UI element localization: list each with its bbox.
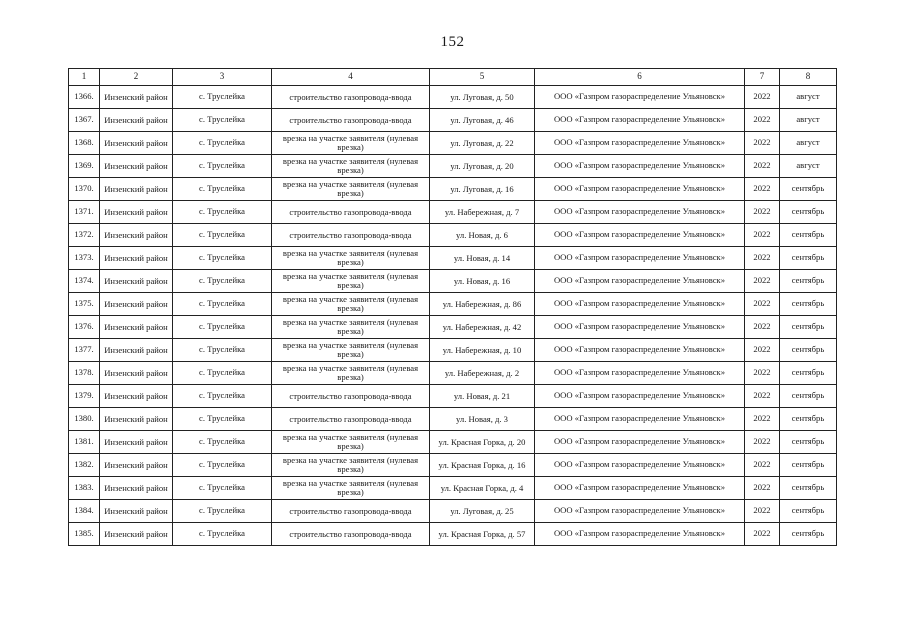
row-number: 1378. <box>69 362 100 385</box>
work-type-cell: врезка на участке заявителя (нулевая врезка) <box>272 431 430 454</box>
district-cell: Инзенский район <box>100 293 173 316</box>
month-cell: август <box>780 132 837 155</box>
year-cell: 2022 <box>745 201 780 224</box>
work-type-cell: врезка на участке заявителя (нулевая врезка) <box>272 339 430 362</box>
row-number: 1380. <box>69 408 100 431</box>
work-type-cell: строительство газопровода-ввода <box>272 408 430 431</box>
company-cell: ООО «Газпром газораспределение Ульяновск» <box>535 132 745 155</box>
month-cell: сентябрь <box>780 178 837 201</box>
work-type-cell: строительство газопровода-ввода <box>272 224 430 247</box>
district-cell: Инзенский район <box>100 523 173 546</box>
district-cell: Инзенский район <box>100 316 173 339</box>
district-cell: Инзенский район <box>100 247 173 270</box>
month-cell: сентябрь <box>780 523 837 546</box>
table-row <box>69 178 837 201</box>
row-number: 1381. <box>69 431 100 454</box>
company-cell: ООО «Газпром газораспределение Ульяновск» <box>535 339 745 362</box>
table-row <box>69 408 837 431</box>
year-cell: 2022 <box>745 270 780 293</box>
year-cell: 2022 <box>745 454 780 477</box>
address-cell: ул. Красная Горка, д. 16 <box>430 454 535 477</box>
village-cell: с. Труслейка <box>173 293 272 316</box>
village-cell: с. Труслейка <box>173 316 272 339</box>
work-type-cell: врезка на участке заявителя (нулевая врезка) <box>272 293 430 316</box>
row-number: 1373. <box>69 247 100 270</box>
village-cell: с. Труслейка <box>173 224 272 247</box>
work-type-cell: врезка на участке заявителя (нулевая врезка) <box>272 132 430 155</box>
company-cell: ООО «Газпром газораспределение Ульяновск» <box>535 477 745 500</box>
village-cell: с. Труслейка <box>173 362 272 385</box>
row-number: 1379. <box>69 385 100 408</box>
column-header: 1 <box>69 69 100 86</box>
table-row <box>69 109 837 132</box>
district-cell: Инзенский район <box>100 431 173 454</box>
table-row <box>69 316 837 339</box>
company-cell: ООО «Газпром газораспределение Ульяновск» <box>535 362 745 385</box>
address-cell: ул. Луговая, д. 16 <box>430 178 535 201</box>
year-cell: 2022 <box>745 431 780 454</box>
month-cell: сентябрь <box>780 316 837 339</box>
row-number: 1367. <box>69 109 100 132</box>
row-number: 1382. <box>69 454 100 477</box>
year-cell: 2022 <box>745 523 780 546</box>
village-cell: с. Труслейка <box>173 178 272 201</box>
company-cell: ООО «Газпром газораспределение Ульяновск» <box>535 523 745 546</box>
table-row <box>69 224 837 247</box>
row-number: 1369. <box>69 155 100 178</box>
address-cell: ул. Набережная, д. 2 <box>430 362 535 385</box>
row-number: 1376. <box>69 316 100 339</box>
month-cell: сентябрь <box>780 477 837 500</box>
month-cell: август <box>780 109 837 132</box>
company-cell: ООО «Газпром газораспределение Ульяновск» <box>535 109 745 132</box>
village-cell: с. Труслейка <box>173 109 272 132</box>
company-cell: ООО «Газпром газораспределение Ульяновск» <box>535 454 745 477</box>
village-cell: с. Труслейка <box>173 431 272 454</box>
month-cell: сентябрь <box>780 408 837 431</box>
year-cell: 2022 <box>745 178 780 201</box>
district-cell: Инзенский район <box>100 109 173 132</box>
work-type-cell: строительство газопровода-ввода <box>272 385 430 408</box>
address-cell: ул. Новая, д. 3 <box>430 408 535 431</box>
work-type-cell: строительство газопровода-ввода <box>272 500 430 523</box>
address-cell: ул. Набережная, д. 42 <box>430 316 535 339</box>
year-cell: 2022 <box>745 247 780 270</box>
year-cell: 2022 <box>745 109 780 132</box>
row-number: 1383. <box>69 477 100 500</box>
month-cell: сентябрь <box>780 247 837 270</box>
company-cell: ООО «Газпром газораспределение Ульяновск» <box>535 316 745 339</box>
year-cell: 2022 <box>745 500 780 523</box>
address-cell: ул. Набережная, д. 86 <box>430 293 535 316</box>
address-cell: ул. Луговая, д. 46 <box>430 109 535 132</box>
district-cell: Инзенский район <box>100 201 173 224</box>
table-row <box>69 362 837 385</box>
address-cell: ул. Новая, д. 16 <box>430 270 535 293</box>
village-cell: с. Труслейка <box>173 86 272 109</box>
table-row <box>69 385 837 408</box>
district-cell: Инзенский район <box>100 178 173 201</box>
year-cell: 2022 <box>745 224 780 247</box>
work-type-cell: строительство газопровода-ввода <box>272 201 430 224</box>
district-cell: Инзенский район <box>100 477 173 500</box>
column-header: 4 <box>272 69 430 86</box>
column-header: 3 <box>173 69 272 86</box>
table-row <box>69 155 837 178</box>
address-cell: ул. Луговая, д. 50 <box>430 86 535 109</box>
column-header: 8 <box>780 69 837 86</box>
table-row <box>69 270 837 293</box>
month-cell: сентябрь <box>780 224 837 247</box>
village-cell: с. Труслейка <box>173 523 272 546</box>
district-cell: Инзенский район <box>100 86 173 109</box>
address-cell: ул. Новая, д. 14 <box>430 247 535 270</box>
village-cell: с. Труслейка <box>173 500 272 523</box>
row-number: 1374. <box>69 270 100 293</box>
row-number: 1372. <box>69 224 100 247</box>
company-cell: ООО «Газпром газораспределение Ульяновск» <box>535 431 745 454</box>
table-row <box>69 454 837 477</box>
address-cell: ул. Луговая, д. 22 <box>430 132 535 155</box>
page-number: 152 <box>440 34 465 50</box>
company-cell: ООО «Газпром газораспределение Ульяновск» <box>535 385 745 408</box>
village-cell: с. Труслейка <box>173 155 272 178</box>
work-type-cell: врезка на участке заявителя (нулевая врезка) <box>272 477 430 500</box>
year-cell: 2022 <box>745 408 780 431</box>
month-cell: сентябрь <box>780 339 837 362</box>
year-cell: 2022 <box>745 293 780 316</box>
district-cell: Инзенский район <box>100 362 173 385</box>
company-cell: ООО «Газпром газораспределение Ульяновск» <box>535 224 745 247</box>
address-cell: ул. Набережная, д. 10 <box>430 339 535 362</box>
company-cell: ООО «Газпром газораспределение Ульяновск» <box>535 270 745 293</box>
company-cell: ООО «Газпром газораспределение Ульяновск» <box>535 155 745 178</box>
table-row <box>69 247 837 270</box>
table-row <box>69 500 837 523</box>
table-row <box>69 339 837 362</box>
table-row <box>69 201 837 224</box>
district-cell: Инзенский район <box>100 155 173 178</box>
year-cell: 2022 <box>745 339 780 362</box>
district-cell: Инзенский район <box>100 454 173 477</box>
address-cell: ул. Красная Горка, д. 4 <box>430 477 535 500</box>
village-cell: с. Труслейка <box>173 454 272 477</box>
year-cell: 2022 <box>745 362 780 385</box>
register-table <box>68 68 837 546</box>
month-cell: сентябрь <box>780 431 837 454</box>
year-cell: 2022 <box>745 132 780 155</box>
work-type-cell: врезка на участке заявителя (нулевая врезка) <box>272 178 430 201</box>
village-cell: с. Труслейка <box>173 247 272 270</box>
district-cell: Инзенский район <box>100 224 173 247</box>
village-cell: с. Труслейка <box>173 270 272 293</box>
month-cell: сентябрь <box>780 454 837 477</box>
work-type-cell: строительство газопровода-ввода <box>272 109 430 132</box>
month-cell: сентябрь <box>780 385 837 408</box>
column-header: 6 <box>535 69 745 86</box>
company-cell: ООО «Газпром газораспределение Ульяновск» <box>535 178 745 201</box>
work-type-cell: строительство газопровода-ввода <box>272 523 430 546</box>
work-type-cell: врезка на участке заявителя (нулевая врезка) <box>272 316 430 339</box>
table-row <box>69 293 837 316</box>
village-cell: с. Труслейка <box>173 201 272 224</box>
address-cell: ул. Луговая, д. 20 <box>430 155 535 178</box>
company-cell: ООО «Газпром газораспределение Ульяновск» <box>535 201 745 224</box>
year-cell: 2022 <box>745 316 780 339</box>
address-cell: ул. Новая, д. 6 <box>430 224 535 247</box>
column-header: 5 <box>430 69 535 86</box>
row-number: 1371. <box>69 201 100 224</box>
month-cell: сентябрь <box>780 270 837 293</box>
address-cell: ул. Красная Горка, д. 57 <box>430 523 535 546</box>
address-cell: ул. Луговая, д. 25 <box>430 500 535 523</box>
district-cell: Инзенский район <box>100 339 173 362</box>
village-cell: с. Труслейка <box>173 339 272 362</box>
row-number: 1377. <box>69 339 100 362</box>
village-cell: с. Труслейка <box>173 132 272 155</box>
work-type-cell: врезка на участке заявителя (нулевая врезка) <box>272 362 430 385</box>
column-header: 7 <box>745 69 780 86</box>
row-number: 1375. <box>69 293 100 316</box>
address-cell: ул. Красная Горка, д. 20 <box>430 431 535 454</box>
table-row <box>69 523 837 546</box>
village-cell: с. Труслейка <box>173 408 272 431</box>
work-type-cell: врезка на участке заявителя (нулевая врезка) <box>272 247 430 270</box>
year-cell: 2022 <box>745 86 780 109</box>
company-cell: ООО «Газпром газораспределение Ульяновск» <box>535 293 745 316</box>
row-number: 1366. <box>69 86 100 109</box>
month-cell: август <box>780 155 837 178</box>
month-cell: сентябрь <box>780 362 837 385</box>
year-cell: 2022 <box>745 155 780 178</box>
district-cell: Инзенский район <box>100 270 173 293</box>
year-cell: 2022 <box>745 477 780 500</box>
address-cell: ул. Набережная, д. 7 <box>430 201 535 224</box>
row-number: 1385. <box>69 523 100 546</box>
table-row <box>69 477 837 500</box>
work-type-cell: врезка на участке заявителя (нулевая врезка) <box>272 155 430 178</box>
table-row <box>69 132 837 155</box>
district-cell: Инзенский район <box>100 500 173 523</box>
table-row <box>69 86 837 109</box>
village-cell: с. Труслейка <box>173 385 272 408</box>
row-number: 1384. <box>69 500 100 523</box>
month-cell: сентябрь <box>780 500 837 523</box>
month-cell: август <box>780 86 837 109</box>
month-cell: сентябрь <box>780 293 837 316</box>
district-cell: Инзенский район <box>100 408 173 431</box>
work-type-cell: врезка на участке заявителя (нулевая врезка) <box>272 270 430 293</box>
table-header-row <box>69 69 837 86</box>
month-cell: сентябрь <box>780 201 837 224</box>
village-cell: с. Труслейка <box>173 477 272 500</box>
row-number: 1370. <box>69 178 100 201</box>
address-cell: ул. Новая, д. 21 <box>430 385 535 408</box>
row-number: 1368. <box>69 132 100 155</box>
company-cell: ООО «Газпром газораспределение Ульяновск» <box>535 86 745 109</box>
column-header: 2 <box>100 69 173 86</box>
district-cell: Инзенский район <box>100 132 173 155</box>
company-cell: ООО «Газпром газораспределение Ульяновск» <box>535 247 745 270</box>
work-type-cell: строительство газопровода-ввода <box>272 86 430 109</box>
company-cell: ООО «Газпром газораспределение Ульяновск» <box>535 408 745 431</box>
table-row <box>69 431 837 454</box>
district-cell: Инзенский район <box>100 385 173 408</box>
company-cell: ООО «Газпром газораспределение Ульяновск» <box>535 500 745 523</box>
work-type-cell: врезка на участке заявителя (нулевая врезка) <box>272 454 430 477</box>
year-cell: 2022 <box>745 385 780 408</box>
